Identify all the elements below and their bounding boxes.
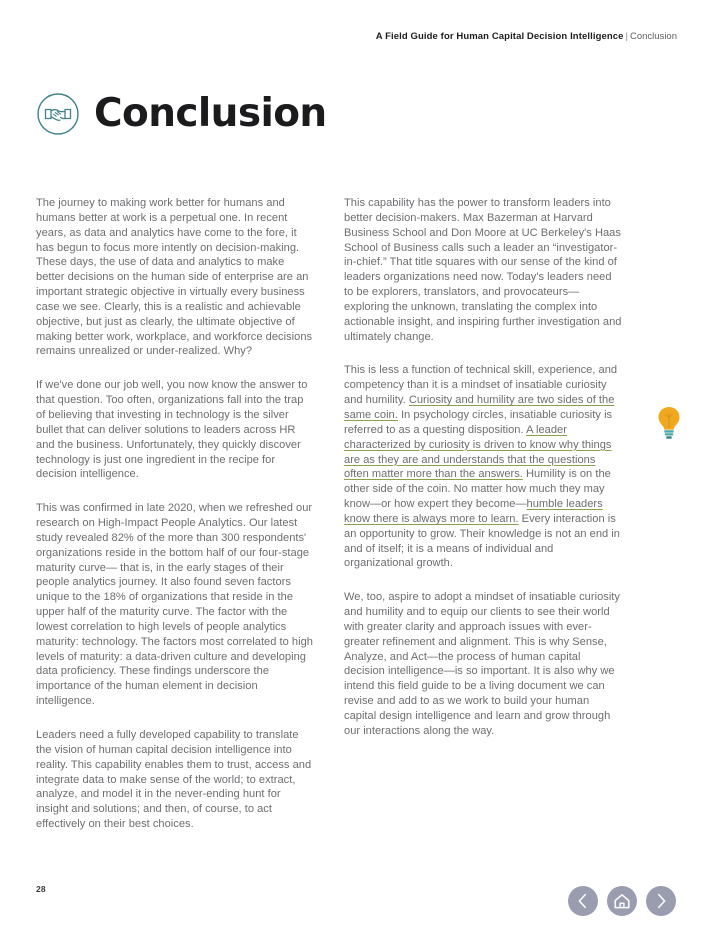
chevron-right-icon (646, 886, 676, 916)
home-button[interactable] (607, 886, 637, 916)
highlighted-phrase: humble leaders know there is always more to learn. (344, 498, 603, 525)
paragraph: Leaders need a fully developed capability to translate the vision of human capital decision intelligence into reality. This capability enables them to trust, access and integrate data to make sense of the world; to extract, analyze, and model it in the never-ending hunt for insight and solutions; and then, of course, to act effectively on their best choices. (36, 729, 312, 831)
running-header (376, 31, 677, 43)
body-columns (36, 196, 624, 832)
running-header-title: A Field Guide for Human Capital Decision Intelligence (375, 31, 624, 42)
chapter-heading (36, 92, 327, 136)
running-header-section: Conclusion (630, 31, 677, 42)
home-icon (607, 886, 637, 916)
paragraph: The journey to making work better for humans and humans better at work is a perpetual one. In recent years, as data and analytics have come to the fore, it has begun to focus more intently on decision-making. These days, the use of data and analytics to make better decisions on the human side of enterprise are an important strategic objective in virtually every business case we see. Clearly, this is a realistic and achievable objective, but just as clearly, the ultimate objective of making better work, workplace, and workforce decisions remains unrealized or under-realized. Why? (36, 197, 313, 358)
lightbulb-icon (655, 405, 683, 443)
navigation-controls (568, 886, 676, 916)
paragraph: This capability has the power to transform leaders into better decision-makers. Max Bazerman at Harvard Business School and Don Moore at UC Berkeley's Haas School of Business calls such a leader an “investigator-in-chief.” That title squares with our sense of the kind of leaders organizations need now. Today's leaders need to be explorers, translators, and provocateurs—exploring the unknown, translating the complex into actionable insight, and inspiring further investigation and ultimately change. (344, 197, 622, 343)
page-number: 28 (36, 884, 46, 894)
paragraph: We, too, aspire to adopt a mindset of insatiable curiosity and humility and to equip our clients to see their world with greater clarity and approach issues with ever-greater refinement and alignment. This is why Sense, Analyze, and Act—the process of human capital decision intelligence—is so important. It is also why we intend this field guide to be a living document we can revise and add to as we work to build your human capital design intelligence and learn and grow through our interactions along the way. (344, 591, 620, 737)
text-segment: Humility is on the other side of the coin. No matter how much they may know—or how expert they become— (344, 468, 611, 511)
running-header-separator: | (625, 31, 628, 42)
highlighted-phrase: Curiosity and humility are two sides of the same coin. (344, 394, 615, 421)
right-column (344, 196, 623, 832)
highlighted-phrase: A leader characterized by curiosity is driven to know why things are as they are and understands that the questions often matter more than the answers. (344, 423, 612, 481)
handshake-icon (36, 92, 80, 136)
previous-page-button[interactable] (568, 886, 598, 916)
paragraph: This was confirmed in late 2020, when we refreshed our research on High-Impact People Analytics. Our latest study revealed 82% of the more than 300 respondents' organizations reside in the bottom half of our four-stage maturity curve— that is, in the early stages of their people analytics journey. It also found seven factors unique to the 18% of organizations that reside in the upper half of the maturity curve. The factor with the lowest correlation to high levels of people analytics maturity: technology. The factors most correlated to high levels of maturity: a data-driven culture and developing data proficiency. These findings underscore the importance of the human element in decision intelligence. (36, 502, 313, 708)
chevron-left-icon (568, 886, 598, 916)
text-segment: Every interaction is an opportunity to grow. Their knowledge is not an end in and of itself; it is a means of individual and organizational growth. (344, 512, 620, 570)
paragraph-with-highlights (344, 363, 623, 571)
text-segment: This is less a function of technical skill, experience, and competency than it is a mindset of insatiable curiosity and humility. (344, 364, 618, 407)
left-column (36, 196, 315, 832)
page-title: Conclusion (94, 91, 327, 136)
next-page-button[interactable] (646, 886, 676, 916)
paragraph: If we've done our job well, you now know the answer to that question. Too often, organizations fall into the trap of believing that investing in technology is the silver bullet that can deliver solutions to leaders across HR and the business. Unfortunately, they quickly discover technology is just one ingredient in the recipe for decision intelligence. (36, 379, 308, 481)
text-segment: In psychology circles, insatiable curiosity is referred to as a questing disposition. (344, 408, 613, 436)
